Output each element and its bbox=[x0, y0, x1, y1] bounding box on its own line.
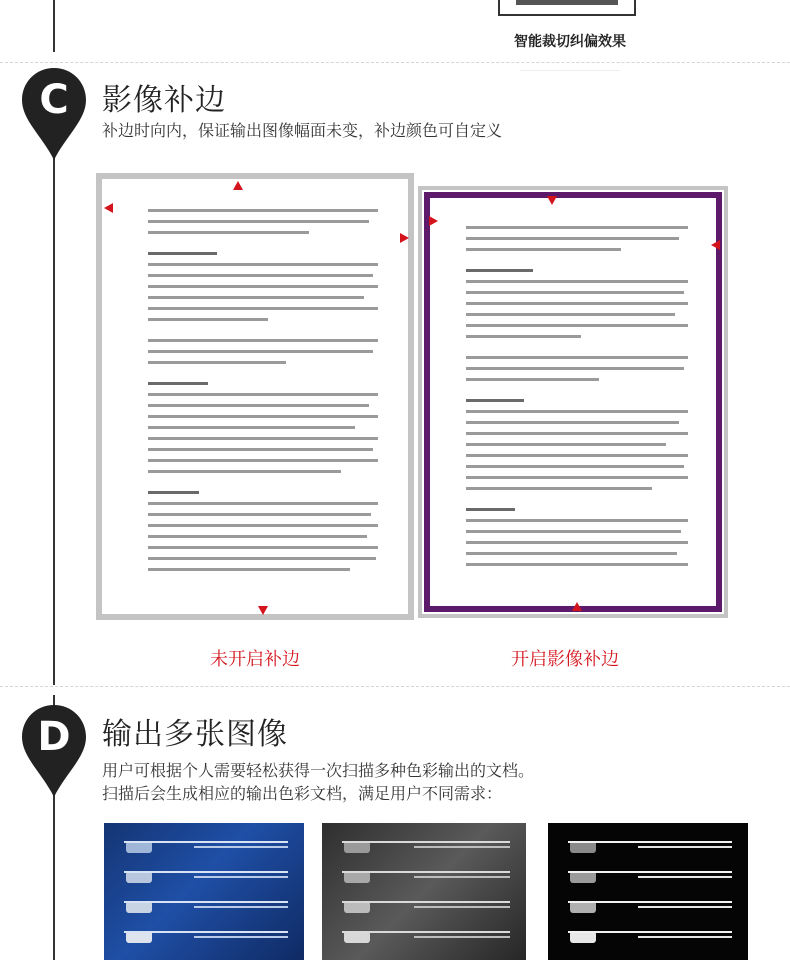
right-doc-caption: 开启影像补边 bbox=[511, 649, 619, 670]
arrow-down-icon bbox=[258, 606, 268, 615]
arrow-left-icon bbox=[711, 240, 720, 250]
arrow-right-icon bbox=[400, 233, 409, 243]
section-d-description-line-2: 扫描后会生成相应的输出色彩文档，满足用户不同需求： bbox=[102, 784, 503, 803]
section-c-description: 补边时向内，保证输出图像幅面未变，补边颜色可自定义 bbox=[102, 121, 503, 140]
section-divider-top bbox=[0, 62, 790, 63]
section-divider-middle bbox=[0, 686, 790, 687]
timeline-line-c bbox=[53, 155, 55, 685]
timeline-line-top bbox=[53, 0, 55, 52]
smart-crop-caption: 智能裁切纠偏效果 bbox=[514, 34, 626, 50]
timeline-line-d bbox=[53, 790, 55, 960]
arrow-down-icon bbox=[547, 196, 557, 205]
section-d-title: 输出多张图像 bbox=[102, 717, 288, 752]
arrow-right-icon bbox=[429, 216, 438, 226]
output-image-grayscale bbox=[322, 823, 526, 960]
document-without-padding bbox=[96, 173, 414, 620]
section-c-title: 影像补边 bbox=[102, 83, 226, 118]
section-d-description-line-1: 用户可根据个人需要轻松获得一次扫描多种色彩输出的文档。 bbox=[102, 761, 535, 780]
output-image-black-white bbox=[548, 823, 748, 960]
left-doc-caption: 未开启补边 bbox=[210, 649, 300, 670]
section-c-letter: C bbox=[39, 77, 69, 123]
document-with-padding bbox=[418, 186, 728, 618]
arrow-left-icon bbox=[104, 203, 113, 213]
top-divider bbox=[520, 70, 620, 71]
section-c-marker bbox=[20, 66, 88, 162]
section-d-letter: D bbox=[37, 714, 71, 760]
arrow-up-icon bbox=[572, 602, 582, 611]
document-text-lines bbox=[148, 209, 378, 574]
section-d-marker bbox=[20, 703, 88, 799]
output-image-color bbox=[104, 823, 304, 960]
scanner-device-illustration bbox=[498, 0, 636, 16]
document-text-lines-padded bbox=[466, 226, 688, 574]
arrow-up-icon bbox=[233, 181, 243, 190]
